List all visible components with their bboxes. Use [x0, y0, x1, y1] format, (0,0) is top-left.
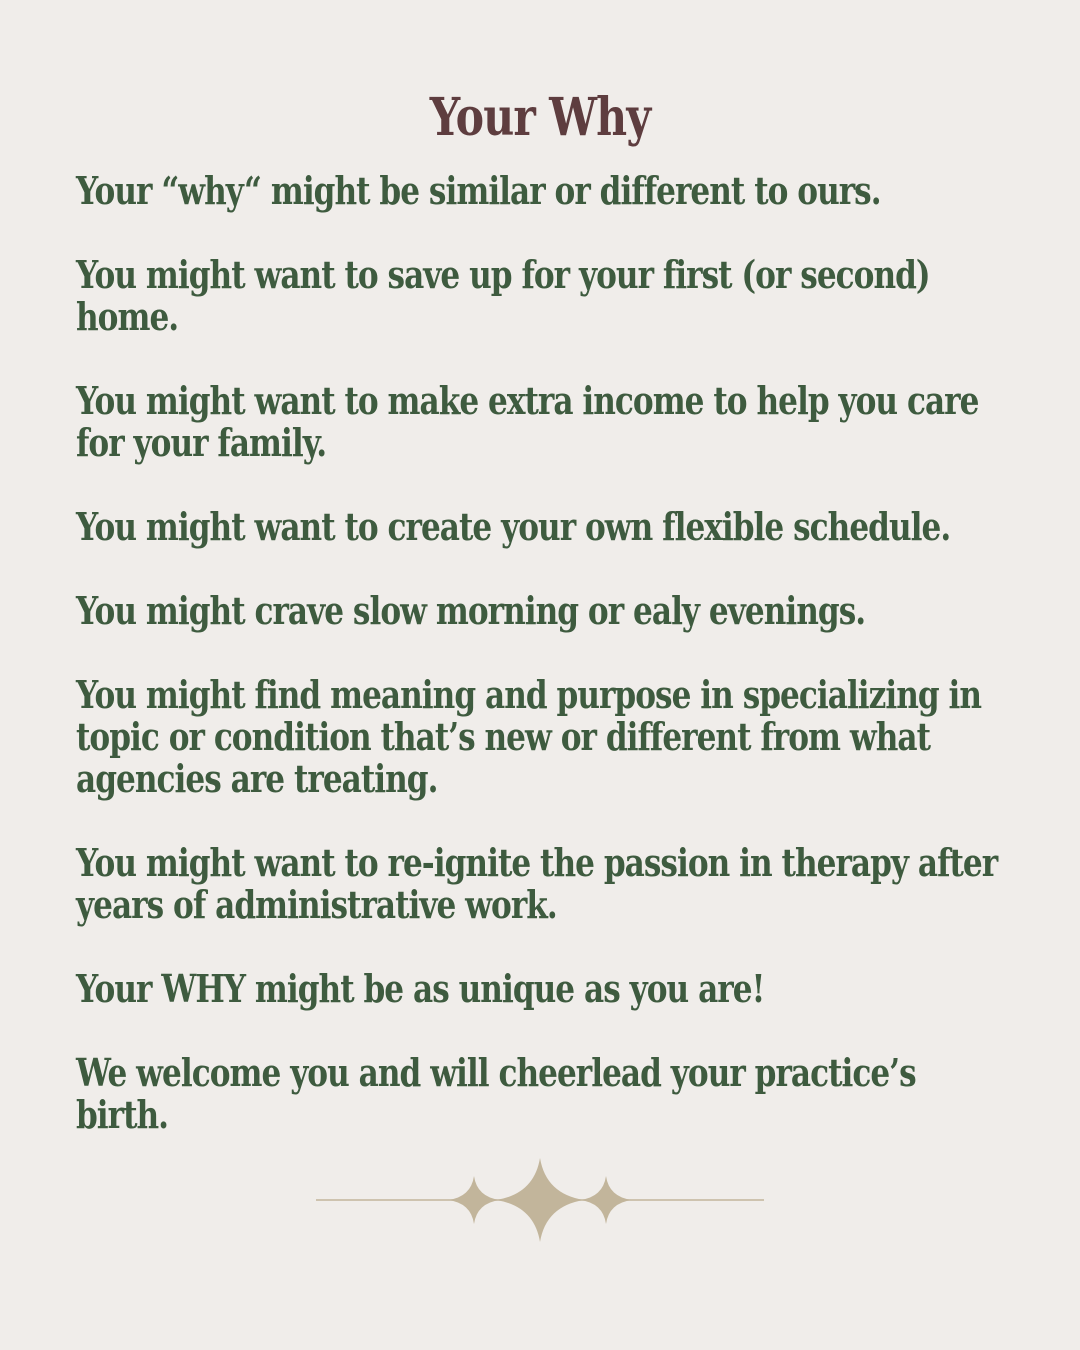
paragraph-6: You might find meaning and purpose in specializing in topic or condition that’s new or different from what agencies are treating.	[76, 672, 982, 801]
paragraph-1: Your “why“ might be similar or different to ours.	[76, 168, 881, 213]
sparkle-large-icon	[496, 1158, 584, 1242]
sparkle-divider-icon	[316, 1156, 764, 1246]
paragraph-3: You might want to make extra income to help you care for your family.	[76, 378, 979, 465]
paragraph-9: We welcome you and will cheerlead your practice’s birth.	[76, 1050, 916, 1137]
sparkle-right-icon	[580, 1176, 632, 1224]
paragraph-8: Your WHY might be as unique as you are!	[76, 966, 765, 1011]
page-title: Your Why	[429, 86, 651, 148]
sparkle-left-icon	[448, 1176, 500, 1224]
paragraph-7: You might want to re-ignite the passion in therapy after years of administrative work.	[76, 840, 998, 927]
paragraph-5: You might crave slow morning or ealy evenings.	[76, 588, 866, 633]
paragraph-4: You might want to create your own flexible schedule.	[76, 504, 951, 549]
body-text	[76, 170, 1036, 1178]
paragraph-2: You might want to save up for your first (or second) home.	[76, 252, 930, 339]
